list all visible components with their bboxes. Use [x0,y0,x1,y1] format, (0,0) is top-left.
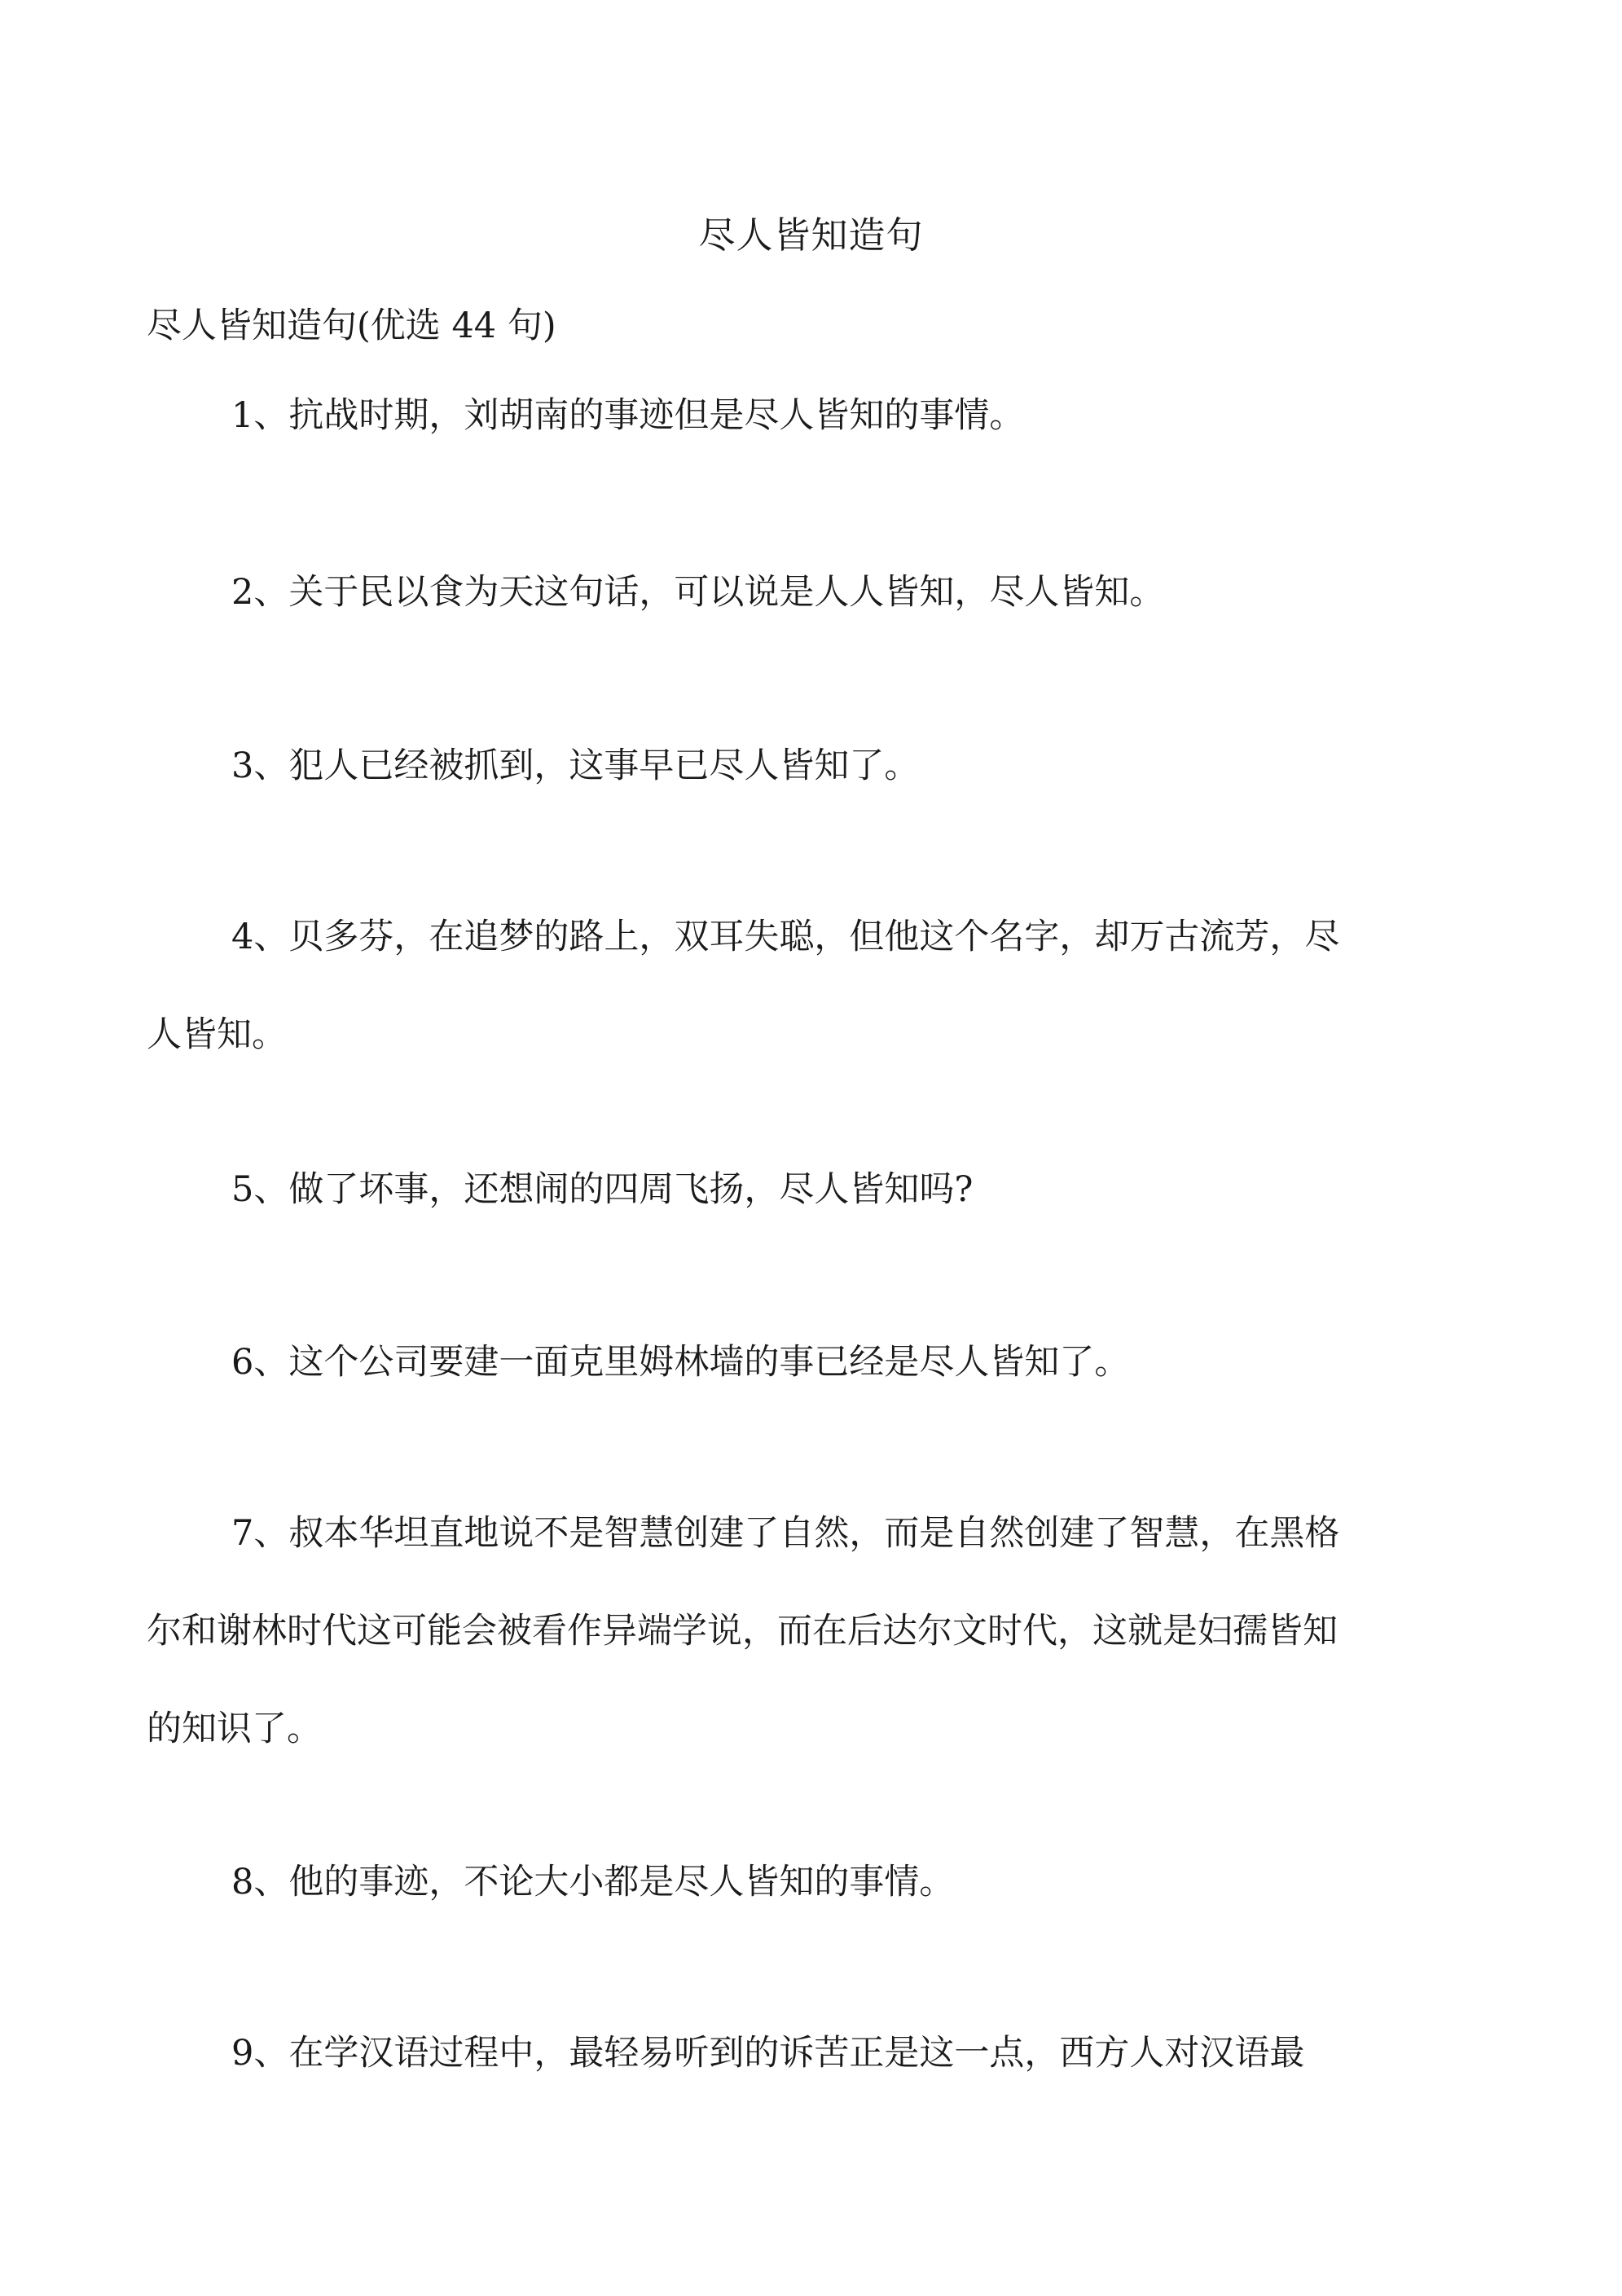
sentence-9: 9、在学汉语过程中，最轻易听到的诉苦正是这一点，西方人对汉语最 [231,2033,1305,2074]
sentence-6: 6、这个公司要建一面克里姆林墙的事已经是尽人皆知了。 [231,1342,1130,1383]
sentence-7: 7、叔本华坦直地说不是智慧创建了自然，而是自然创建了智慧，在黑格尔和谢林时代这可能会被看作异端学说，而在后达尔文时代，这就是妇孺皆知的知识了。 [147,1513,1340,1749]
sentence-1: 1、抗战时期，刘胡南的事迹但是尽人皆知的事情。 [231,395,1025,436]
document-subtitle: 尽人皆知造句(优选 44 句) [147,306,556,346]
sentence-2: 2、关于民以食为天这句话，可以说是人人皆知，尽人皆知。 [231,572,1165,613]
sentence-3: 3、犯人已经被抓到，这事早已尽人皆知了。 [231,746,920,786]
sentence-4: 4、贝多芬，在追梦的路上，双耳失聪，但他这个名字，却万古流芳，尽人皆知。 [147,917,1340,1055]
sentence-5: 5、做了坏事，还想闹的四周飞扬，尽人皆知吗? [231,1169,974,1210]
document-title: 尽人皆知造句 [698,213,924,257]
sentence-8: 8、他的事迹，不论大小都是尽人皆知的事情。 [231,1862,955,1902]
